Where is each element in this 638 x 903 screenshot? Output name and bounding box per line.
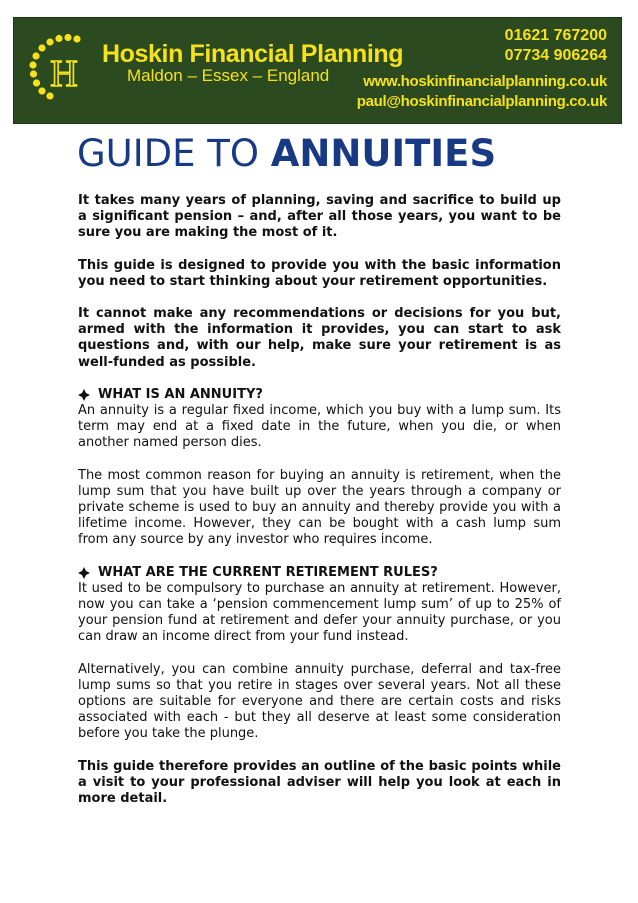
intro-paragraph-3: It cannot make any recommendations or decisions for you but, armed with the information it provides, you can start to ask questions and, with our help, make sure your retirement is as well-funded as possible. [78,306,561,370]
company-logo-icon [28,34,88,100]
intro-paragraph-1: It takes many years of planning, saving and sacrifice to build up a significant pension – and, after all those years, you want to be sure you are making the most of it. [78,193,561,241]
section-heading-text: WHAT IS AN ANNUITY? [98,386,263,402]
closing-paragraph: This guide therefore provides an outline of the basic points while a visit to your professional adviser will help you look at each in more detail. [78,758,561,807]
diamond-bullet-icon [78,567,90,579]
phone-number-primary: 01621 767200 [504,27,607,44]
section-heading-annuity [78,387,561,403]
section-paragraph: Alternatively, you can combine annuity purchase, deferral and tax-free lump sums so that you retire in stages over several years. Not all these options are suitable for everyone and there are certain costs and risks associated with each - but they all deserve at least some consideration before you take the plunge. [78,661,561,742]
header-banner [13,17,622,124]
title-emphasis: ANNUITIES [270,132,497,175]
company-name: Hoskin Financial Planning [102,40,404,68]
website-address: www.hoskinfinancialplanning.co.uk [363,73,607,90]
logo-letter: H [50,53,78,95]
document-body [78,193,561,823]
section-paragraph: An annuity is a regular fixed income, which you buy with a lump sum. Its term may end at a fixed date in the future, when you die, or when another named person dies. [78,403,561,451]
section-heading-text: WHAT ARE THE CURRENT RETIREMENT RULES? [98,564,438,580]
company-location: Maldon – Essex – England [127,66,330,85]
title-prefix: GUIDE TO [77,132,271,175]
phone-number-mobile: 07734 906264 [504,47,607,64]
section-paragraph: It used to be compulsory to purchase an annuity at retirement. However, now you can take a ‘pension commencement lump sum’ of up to 25% of your pension fund at retirement and defer your annuity purchase, or you can draw an income direct from your fund instead. [78,580,561,645]
email-address: paul@hoskinfinancialplanning.co.uk [356,93,607,110]
section-heading-retirement-rules [78,565,561,581]
section-paragraph: The most common reason for buying an annuity is retirement, when the lump sum that you have built up over the years through a company or private scheme is used to buy an annuity and thereby provide you with a lifetime income. However, they can be bought with a cash lump sum from any source by any investor who requires income. [78,467,561,548]
page-title [77,132,496,176]
diamond-bullet-icon [78,389,90,401]
intro-paragraph-2: This guide is designed to provide you with the basic information you need to start thinking about your retirement opportunities. [78,257,561,289]
